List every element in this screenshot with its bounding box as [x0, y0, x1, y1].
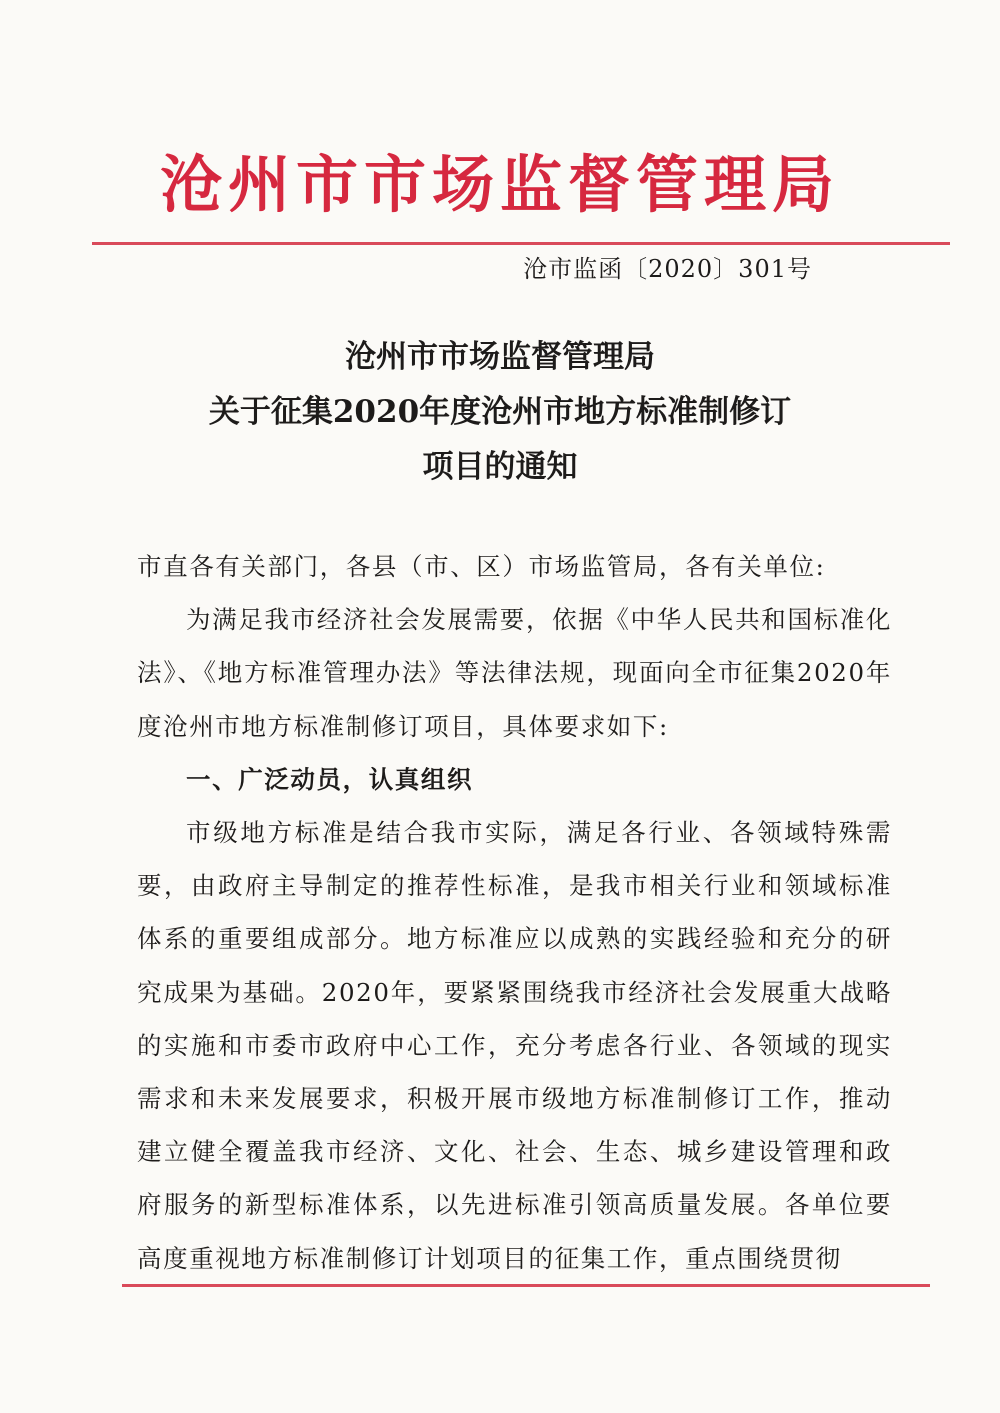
document-number: 沧市监函〔2020〕301号: [523, 255, 812, 283]
salutation: 市直各有关部门，各县（市、区）市场监管局，各有关单位:: [137, 552, 826, 581]
title-line-1: 沧州市市场监督管理局: [345, 339, 655, 375]
section-1-paragraph: 市级地方标准是结合我市实际，满足各行业、各领域特殊需要，由政府主导制定的推荐性标准，是我市相关行业和领域标准体系的重要组成部分。地方标准应以成熟的实践经验和充分的研究成果为基础。2020年，要紧紧围绕我市经济社会发展重大战略的实施和市委市政府中心工作，充分考虑各行业、各领域的现实需求和未来发展要求，积极开展市级地方标准制修订工作，推动建立健全覆盖我市经济、文化、社会、生态、城乡建设管理和政府服务的新型标准体系，以先进标准引领高质量发展。各单位要高度重视地方标准制修订计划项目的征集工作，重点围绕贯彻: [137, 818, 892, 1273]
title-line-3: 项目的通知: [422, 449, 578, 485]
header-rule: [92, 242, 950, 245]
agency-header: 沧州市市场监督管理局: [159, 148, 840, 221]
footer-rule: [122, 1284, 930, 1287]
title-line-2: 关于征集2020年度沧州市地方标准制修订: [208, 394, 792, 430]
document-title: [80, 330, 920, 495]
intro-paragraph: 为满足我市经济社会发展需要，依据《中华人民共和国标准化法》、《地方标准管理办法》等法律法规，现面向全市征集2020年度沧州市地方标准制修订项目，具体要求如下:: [137, 605, 892, 741]
section-1-heading: 一、广泛动员，认真组织: [186, 764, 474, 794]
document-body: [137, 540, 892, 1285]
